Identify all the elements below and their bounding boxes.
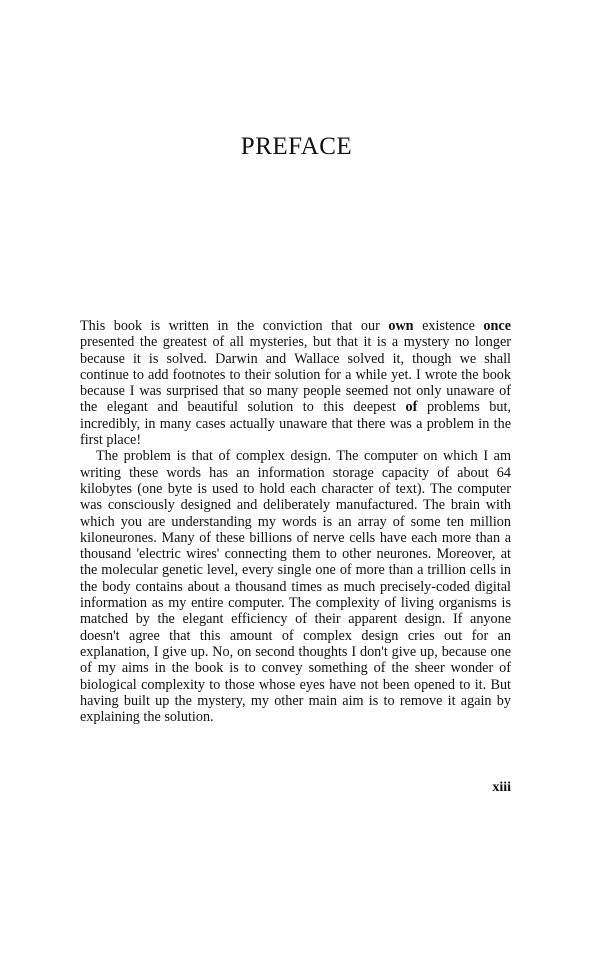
page-title: PREFACE [240,133,353,160]
paragraph-2: The problem is that of complex design. The computer on which I am writing these words has an information storage capacity of about 64 kilobytes (one byte is used to hold each character of text). The computer was consciously designed and deliberately manufactured. The brain with which you are understanding my words is an array of some ten million kiloneurones. Many of these billions of nerve cells have each more than a thousand 'electric wires' connecting them to other neurones. Moreover, at the molecular genetic level, every single one of more than a trillion cells in the body contains about a thousand times as much precisely-coded digital information as my entire computer. The complexity of living organisms is matched by the elegant efficiency of their apparent design. If anyone doesn't agree that this amount of complex design cries out for an explanation, I give up. No, on second thoughts I don't give up, because one of my aims in the book is to convey something of the sheer wonder of biological complexity to those whose eyes have not been opened to it. But having built up the mystery, my other main aim is to remove it again by explaining the solution. [80,448,511,726]
preface-body [80,318,511,725]
paragraph-1-text-1: This book is written in the conviction that our [80,318,389,334]
page-number: xiii [492,780,511,795]
paragraph-1-text-2: existence [413,318,484,334]
paragraph-1-text-3: presented the greatest of all mysteries, but that it is a mystery no longer because it is solved. Darwin and Wallace solved it, though we shall continue to add footnotes to their solution for a while yet. I wrote the book because I was surprised that so many people seemed not only unaware of the elegant and beautiful solution to this deepest [80,334,511,416]
paragraph-1-bold-own: own [388,318,414,334]
paragraph-1-text-4: problems but, incredibly, in many cases actually unaware that there was a problem in the first place! [80,399,511,449]
paragraph-1-bold-of: of [405,399,418,416]
paragraph-1-bold-once: once [483,318,511,334]
paragraph-1 [80,318,511,448]
